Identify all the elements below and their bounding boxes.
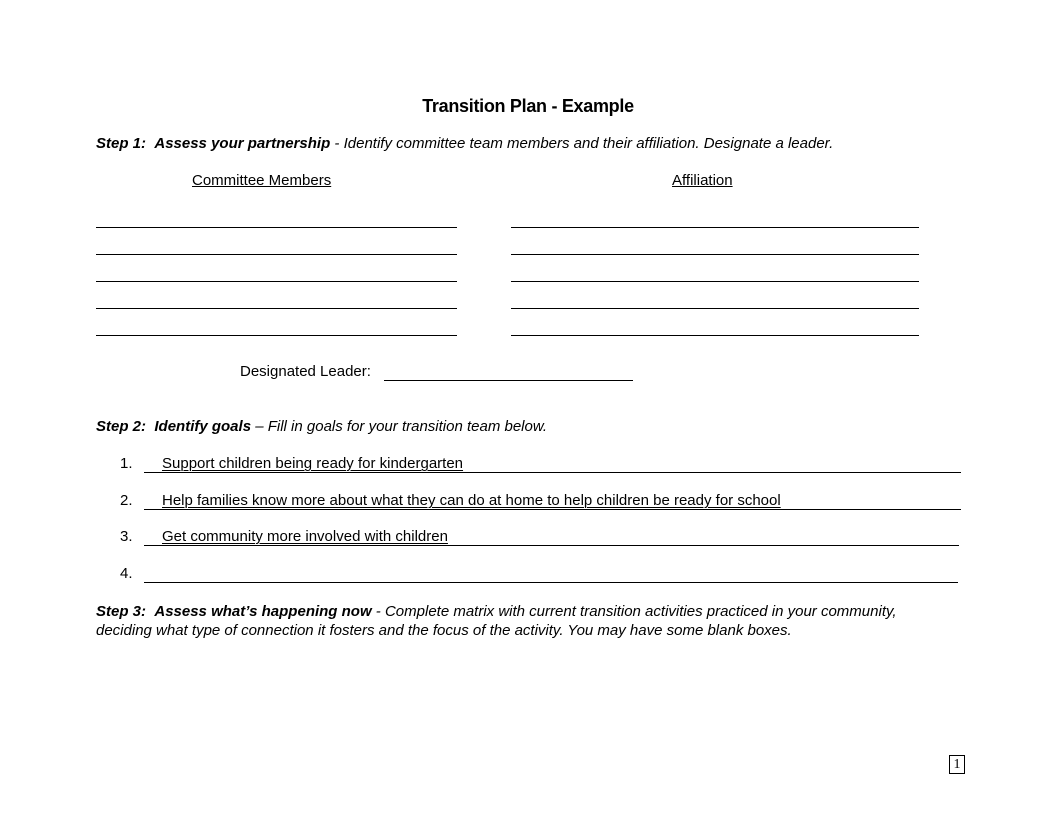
affiliation-line[interactable] <box>511 335 919 336</box>
member-line[interactable] <box>96 254 457 255</box>
affiliation-line[interactable] <box>511 227 919 228</box>
designated-leader-label: Designated Leader: <box>240 363 371 380</box>
member-line[interactable] <box>96 335 457 336</box>
goal-2-line[interactable] <box>144 509 961 510</box>
goal-3-number: 3. <box>120 528 133 545</box>
goal-3-text: Get community more involved with children <box>162 528 448 545</box>
step3-instruction <box>96 602 956 640</box>
goal-1-line[interactable] <box>144 472 961 473</box>
goal-4-line[interactable] <box>144 582 958 583</box>
goal-1-number: 1. <box>120 455 133 472</box>
goal-1-text: Support children being ready for kindergarten <box>162 455 464 472</box>
member-line[interactable] <box>96 281 457 282</box>
goal-3-line[interactable] <box>144 545 959 546</box>
goal-2-number: 2. <box>120 492 133 509</box>
step1-instruction <box>96 135 833 152</box>
page-title: Transition Plan - Example <box>422 96 634 116</box>
step1-description: - Identify committee team members and their affiliation. Designate a leader. <box>330 135 834 152</box>
page-number: 1 <box>949 755 965 774</box>
step2-label: Step 2: <box>96 418 147 435</box>
goal-2-text: Help families know more about what they can do at home to help children be ready for school <box>162 492 781 509</box>
step1-label: Step 1: <box>96 135 147 152</box>
step3-description: - Complete matrix with current transition activities practiced in your community, deciding what type of connection it fosters and the focus of the activity. You may have some blank boxes. <box>96 603 897 639</box>
affiliation-line[interactable] <box>511 308 919 309</box>
member-line[interactable] <box>96 227 457 228</box>
affiliation-line[interactable] <box>511 254 919 255</box>
committee-members-header: Committee Members <box>192 172 332 189</box>
step3-label: Step 3: <box>96 603 147 620</box>
step2-description: – Fill in goals for your transition team below. <box>251 418 548 435</box>
step3-heading: Assess what’s happening now <box>154 603 372 620</box>
designated-leader-line[interactable] <box>384 380 633 381</box>
member-line[interactable] <box>96 308 457 309</box>
affiliation-line[interactable] <box>511 281 919 282</box>
goal-4-number: 4. <box>120 565 133 582</box>
step2-heading: Identify goals <box>154 418 252 435</box>
step2-instruction <box>96 418 547 435</box>
affiliation-header: Affiliation <box>672 172 733 189</box>
step1-heading: Assess your partnership <box>154 135 331 152</box>
